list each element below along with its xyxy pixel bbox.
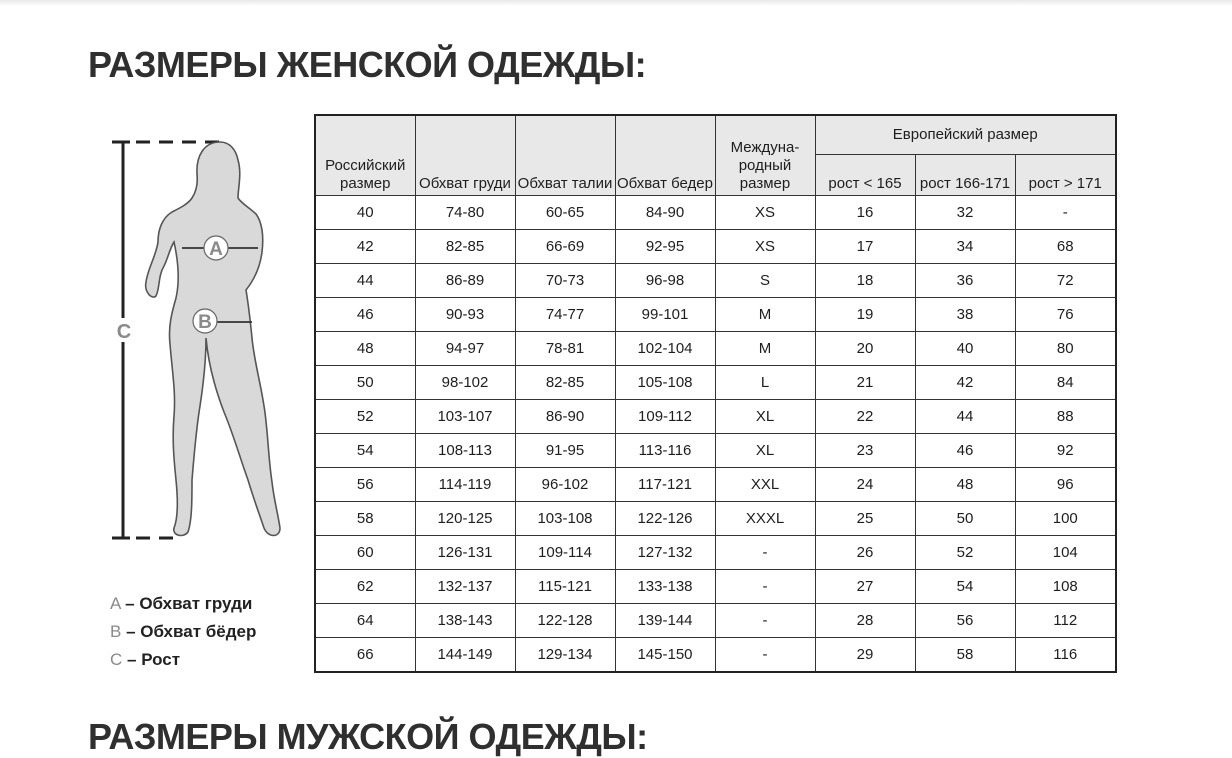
legend-letter: A: [110, 594, 121, 613]
cell-chest: 114-119: [415, 468, 515, 502]
cell-eu-tall: 108: [1015, 570, 1116, 604]
table-row: [315, 536, 1116, 570]
cell-russian-size: 44: [315, 264, 415, 298]
cell-international-size: -: [715, 604, 815, 638]
cell-chest: 144-149: [415, 638, 515, 673]
header-european-size: Европейский размер: [815, 115, 1116, 155]
legend-letter: C: [110, 650, 123, 669]
cell-chest: 98-102: [415, 366, 515, 400]
header-eu-height-short: рост < 165: [815, 155, 915, 196]
table-row: [315, 264, 1116, 298]
cell-eu-tall: 68: [1015, 230, 1116, 264]
cell-eu-tall: 116: [1015, 638, 1116, 673]
cell-eu-mid: 34: [915, 230, 1015, 264]
cell-eu-short: 28: [815, 604, 915, 638]
cell-eu-short: 18: [815, 264, 915, 298]
table-row: [315, 604, 1116, 638]
cell-russian-size: 48: [315, 332, 415, 366]
cell-eu-tall: 88: [1015, 400, 1116, 434]
legend-item-hips: [110, 618, 256, 646]
cell-chest: 86-89: [415, 264, 515, 298]
legend-text: – Обхват бёдер: [126, 622, 257, 641]
cell-eu-short: 22: [815, 400, 915, 434]
cell-international-size: XXL: [715, 468, 815, 502]
header-international-size: Междуна-родный размер: [715, 115, 815, 196]
cell-hips: 113-116: [615, 434, 715, 468]
body-measurement-figure: [100, 130, 300, 550]
cell-eu-short: 19: [815, 298, 915, 332]
header-eu-height-mid: рост 166-171: [915, 155, 1015, 196]
legend-item-height: [110, 646, 256, 674]
cell-hips: 122-126: [615, 502, 715, 536]
cell-hips: 117-121: [615, 468, 715, 502]
silhouette-shape: [146, 142, 280, 536]
cell-hips: 105-108: [615, 366, 715, 400]
table-row: [315, 332, 1116, 366]
cell-eu-tall: 92: [1015, 434, 1116, 468]
cell-eu-mid: 44: [915, 400, 1015, 434]
table-row: [315, 468, 1116, 502]
cell-hips: 96-98: [615, 264, 715, 298]
cell-eu-mid: 54: [915, 570, 1015, 604]
legend-text: – Обхват груди: [125, 594, 253, 613]
cell-eu-mid: 48: [915, 468, 1015, 502]
marker-a-label: A: [209, 239, 223, 260]
cell-eu-mid: 38: [915, 298, 1015, 332]
cell-eu-tall: -: [1015, 196, 1116, 230]
cell-chest: 138-143: [415, 604, 515, 638]
legend-letter: B: [110, 622, 122, 641]
cell-hips: 99-101: [615, 298, 715, 332]
cell-waist: 129-134: [515, 638, 615, 673]
cell-waist: 122-128: [515, 604, 615, 638]
next-section-title: РАЗМЕРЫ МУЖСКОЙ ОДЕЖДЫ:: [88, 716, 648, 757]
cell-chest: 120-125: [415, 502, 515, 536]
cell-waist: 60-65: [515, 196, 615, 230]
cell-russian-size: 40: [315, 196, 415, 230]
cell-eu-mid: 32: [915, 196, 1015, 230]
cell-chest: 74-80: [415, 196, 515, 230]
cell-eu-short: 26: [815, 536, 915, 570]
header-eu-height-tall: рост > 171: [1015, 155, 1116, 196]
cell-chest: 126-131: [415, 536, 515, 570]
cell-russian-size: 66: [315, 638, 415, 673]
cell-eu-short: 20: [815, 332, 915, 366]
cell-eu-mid: 46: [915, 434, 1015, 468]
size-table-body: [315, 196, 1116, 673]
cell-international-size: XL: [715, 434, 815, 468]
cell-international-size: M: [715, 298, 815, 332]
header-chest: Обхват груди: [415, 115, 515, 196]
cell-international-size: S: [715, 264, 815, 298]
measurement-legend: [110, 590, 256, 674]
marker-b-label: B: [198, 312, 212, 333]
cell-eu-tall: 96: [1015, 468, 1116, 502]
cell-russian-size: 52: [315, 400, 415, 434]
table-row: [315, 434, 1116, 468]
cell-eu-tall: 112: [1015, 604, 1116, 638]
cell-eu-tall: 84: [1015, 366, 1116, 400]
cell-eu-mid: 42: [915, 366, 1015, 400]
page-title: РАЗМЕРЫ ЖЕНСКОЙ ОДЕЖДЫ:: [88, 44, 647, 85]
cell-waist: 96-102: [515, 468, 615, 502]
header-russian-size: Российский размер: [315, 115, 415, 196]
cell-eu-tall: 80: [1015, 332, 1116, 366]
cell-hips: 145-150: [615, 638, 715, 673]
cell-chest: 94-97: [415, 332, 515, 366]
cell-eu-tall: 100: [1015, 502, 1116, 536]
cell-waist: 91-95: [515, 434, 615, 468]
cell-russian-size: 62: [315, 570, 415, 604]
cell-international-size: XS: [715, 230, 815, 264]
cell-international-size: -: [715, 570, 815, 604]
cell-chest: 132-137: [415, 570, 515, 604]
cell-eu-tall: 104: [1015, 536, 1116, 570]
cell-russian-size: 42: [315, 230, 415, 264]
marker-c-label: C: [116, 321, 132, 343]
cell-international-size: -: [715, 638, 815, 673]
table-row: [315, 502, 1116, 536]
cell-russian-size: 54: [315, 434, 415, 468]
cell-waist: 74-77: [515, 298, 615, 332]
cell-eu-short: 17: [815, 230, 915, 264]
cell-international-size: L: [715, 366, 815, 400]
cell-russian-size: 50: [315, 366, 415, 400]
header-waist: Обхват талии: [515, 115, 615, 196]
table-row: [315, 298, 1116, 332]
cell-waist: 86-90: [515, 400, 615, 434]
cell-chest: 90-93: [415, 298, 515, 332]
cell-international-size: XL: [715, 400, 815, 434]
table-row: [315, 196, 1116, 230]
cell-waist: 103-108: [515, 502, 615, 536]
cell-international-size: M: [715, 332, 815, 366]
cell-eu-short: 24: [815, 468, 915, 502]
cell-russian-size: 46: [315, 298, 415, 332]
cell-waist: 66-69: [515, 230, 615, 264]
cell-eu-short: 21: [815, 366, 915, 400]
cell-hips: 109-112: [615, 400, 715, 434]
cell-eu-mid: 56: [915, 604, 1015, 638]
cell-eu-short: 29: [815, 638, 915, 673]
cell-eu-mid: 58: [915, 638, 1015, 673]
cell-russian-size: 56: [315, 468, 415, 502]
cell-international-size: XS: [715, 196, 815, 230]
cell-chest: 103-107: [415, 400, 515, 434]
cell-eu-short: 23: [815, 434, 915, 468]
cell-chest: 108-113: [415, 434, 515, 468]
cell-hips: 139-144: [615, 604, 715, 638]
legend-item-chest: [110, 590, 256, 618]
cell-hips: 133-138: [615, 570, 715, 604]
cell-international-size: -: [715, 536, 815, 570]
cell-hips: 92-95: [615, 230, 715, 264]
cell-waist: 109-114: [515, 536, 615, 570]
cell-waist: 115-121: [515, 570, 615, 604]
cell-waist: 70-73: [515, 264, 615, 298]
cell-eu-tall: 72: [1015, 264, 1116, 298]
cell-eu-mid: 36: [915, 264, 1015, 298]
top-edge-shadow: [0, 0, 1232, 6]
cell-eu-short: 25: [815, 502, 915, 536]
table-row: [315, 638, 1116, 673]
cell-russian-size: 60: [315, 536, 415, 570]
women-size-table: [314, 114, 1117, 673]
cell-hips: 102-104: [615, 332, 715, 366]
legend-text: – Рост: [127, 650, 181, 669]
table-row: [315, 400, 1116, 434]
cell-waist: 82-85: [515, 366, 615, 400]
woman-silhouette-illustration: [100, 130, 300, 550]
cell-hips: 84-90: [615, 196, 715, 230]
table-row: [315, 570, 1116, 604]
header-hips: Обхват бедер: [615, 115, 715, 196]
cell-eu-mid: 50: [915, 502, 1015, 536]
table-row: [315, 366, 1116, 400]
cell-eu-mid: 40: [915, 332, 1015, 366]
cell-international-size: XXXL: [715, 502, 815, 536]
cell-russian-size: 64: [315, 604, 415, 638]
cell-eu-short: 16: [815, 196, 915, 230]
cell-russian-size: 58: [315, 502, 415, 536]
cell-hips: 127-132: [615, 536, 715, 570]
cell-eu-mid: 52: [915, 536, 1015, 570]
cell-waist: 78-81: [515, 332, 615, 366]
cell-eu-short: 27: [815, 570, 915, 604]
cell-chest: 82-85: [415, 230, 515, 264]
table-row: [315, 230, 1116, 264]
cell-eu-tall: 76: [1015, 298, 1116, 332]
